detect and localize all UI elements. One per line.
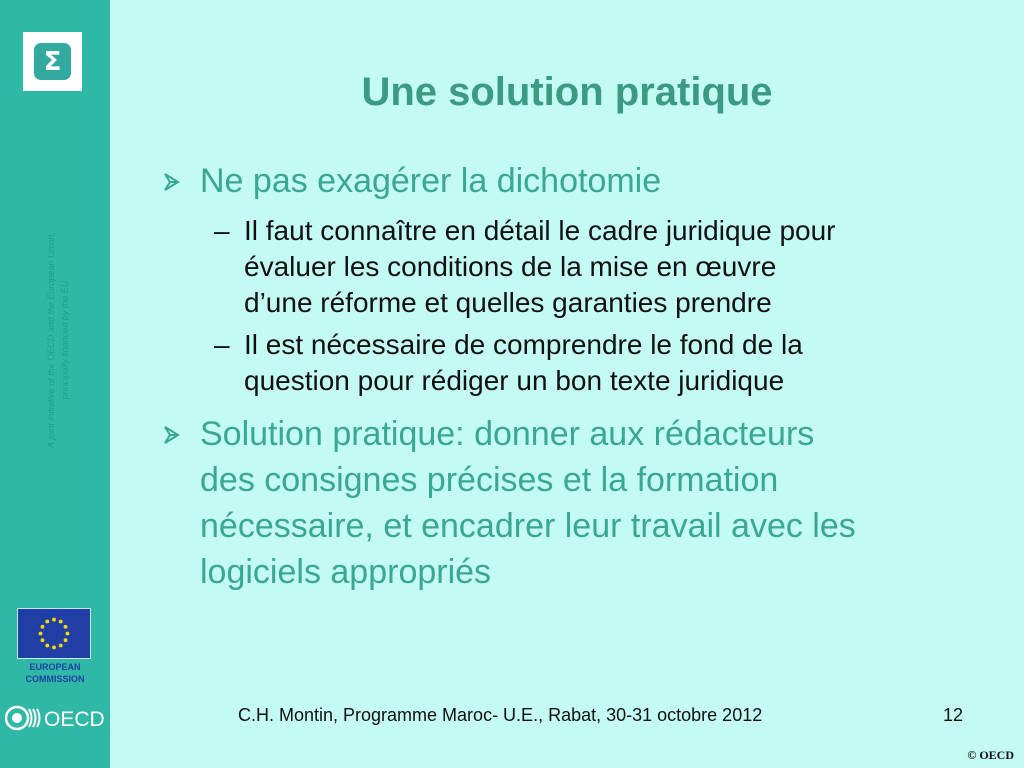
bullet-text-line: des consignes précises et la formation <box>200 461 779 499</box>
arrow-bullet-icon <box>162 170 188 194</box>
sub-bullet-item <box>160 327 980 399</box>
eu-label-line2: COMMISSION <box>25 674 85 684</box>
partnership-note-line1: A joint initiative of the OECD and the European Union, <box>46 232 56 448</box>
sub-bullet-item <box>160 213 980 321</box>
eu-commission-label <box>0 661 110 685</box>
oecd-logo <box>5 704 109 732</box>
copyright-notice: © OECD <box>967 748 1014 762</box>
sigma-icon: Σ <box>34 43 71 80</box>
page-number: 12 <box>943 705 964 725</box>
arrow-bullet-icon <box>162 423 188 447</box>
sidebar <box>0 0 110 768</box>
eu-label-line1: EUROPEAN <box>29 662 81 672</box>
dash-icon: – <box>214 215 230 246</box>
bullet-text-line: nécessaire, et encadrer leur travail avec les <box>200 507 856 545</box>
eu-flag-icon <box>17 608 91 659</box>
sub-bullet-line: question pour rédiger un bon texte juridique <box>244 365 785 396</box>
partnership-note-line2: principally financed by the EU <box>60 280 70 400</box>
bullet-item <box>160 158 980 204</box>
dash-icon: – <box>214 329 230 360</box>
sigma-logo <box>23 32 82 91</box>
sub-bullet-line: Il est nécessaire de comprendre le fond de la <box>244 329 803 360</box>
slide-content <box>160 158 980 595</box>
sub-bullet-line: Il faut connaître en détail le cadre juridique pour <box>244 215 836 246</box>
sub-bullet-line: évaluer les conditions de la mise en œuvre <box>244 251 777 282</box>
footer-citation: C.H. Montin, Programme Maroc- U.E., Rabat, 30-31 octobre 2012 <box>238 705 763 725</box>
bullet-text: Ne pas exagérer la dichotomie <box>200 162 662 200</box>
sub-bullet-line: d’une réforme et quelles garanties prendre <box>244 287 772 318</box>
bullet-text-line: Solution pratique: donner aux rédacteurs <box>200 415 815 453</box>
oecd-logo-text: OECD <box>44 708 105 731</box>
slide-title: Une solution pratique <box>361 70 773 114</box>
bullet-text-line: logiciels appropriés <box>200 553 492 591</box>
bullet-item <box>160 411 980 595</box>
partnership-note <box>44 180 72 500</box>
